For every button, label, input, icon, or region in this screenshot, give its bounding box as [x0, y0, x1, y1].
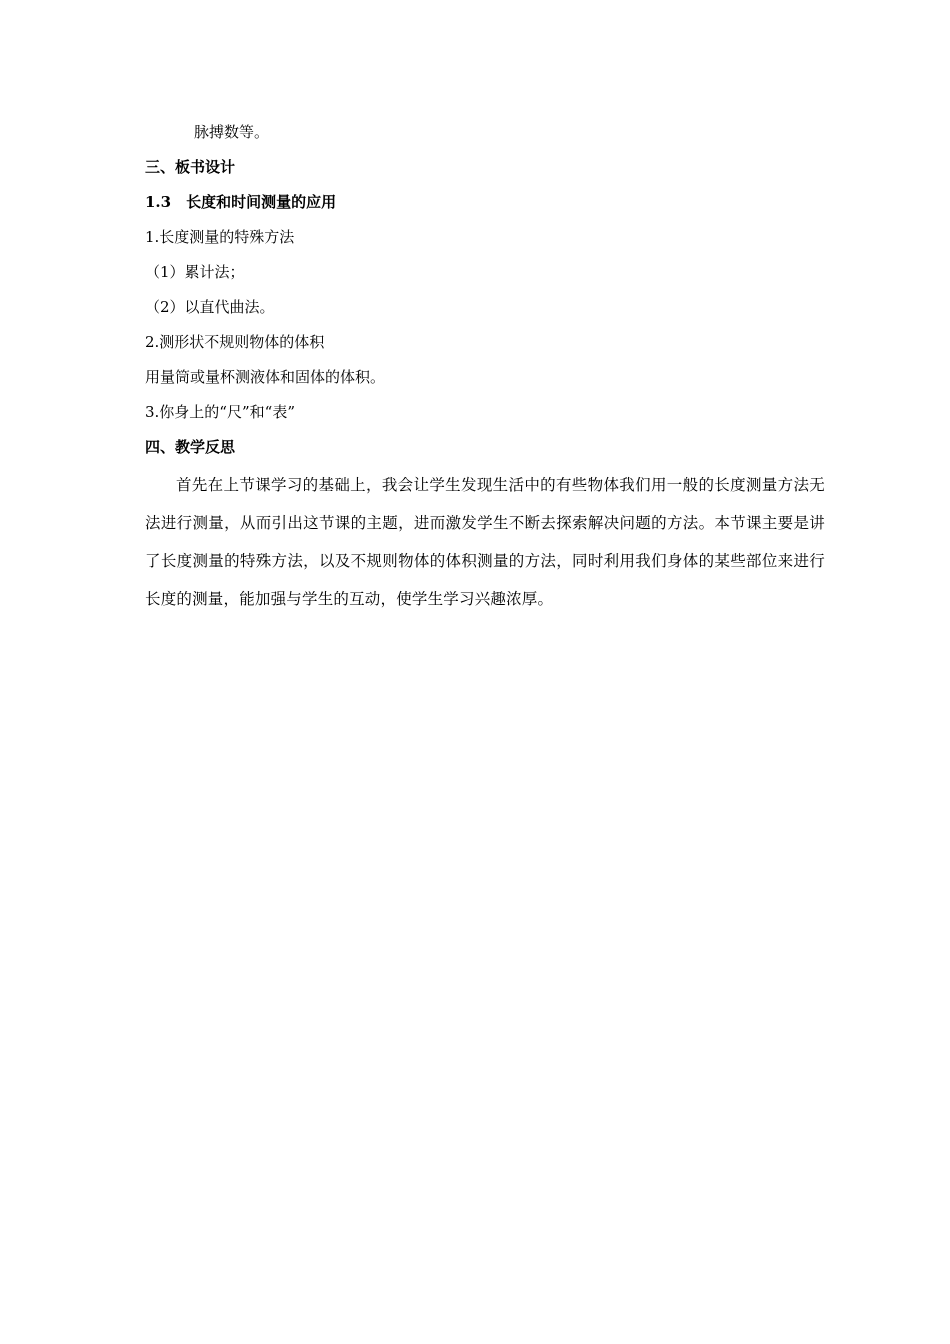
reflection-paragraph: 首先在上节课学习的基础上，我会让学生发现生活中的有些物体我们用一般的长度测量方法无法进行测量，从而引出这节课的主题，进而激发学生不断去探索解决问题的方法。本节课主要是讲了长度测量的特殊方法，以及不规则物体的体积测量的方法，同时利用我们身体的某些部位来进行长度的测量，能加强与学生的互动，使学生学习兴趣浓厚。 — [145, 476, 825, 608]
list-subitem-1b: （2）以直代曲法。 — [145, 298, 275, 316]
document-page — [145, 122, 825, 618]
list-item-1: 1.长度测量的特殊方法 — [145, 228, 295, 246]
list-item-2: 2.测形状不规则物体的体积 — [145, 333, 325, 351]
list-subitem-2a: 用量筒或量杯测液体和固体的体积。 — [145, 368, 386, 386]
lesson-subtitle: 1.3 长度和时间测量的应用 — [145, 193, 337, 211]
list-subitem-1a: （1）累计法； — [145, 263, 245, 281]
list-item-3: 3.你身上的“尺”和“表” — [145, 403, 295, 421]
continuation-text: 脉搏数等。 — [194, 123, 270, 141]
section-heading-reflection: 四、教学反思 — [145, 438, 236, 456]
section-heading-board-design: 三、板书设计 — [145, 158, 236, 176]
